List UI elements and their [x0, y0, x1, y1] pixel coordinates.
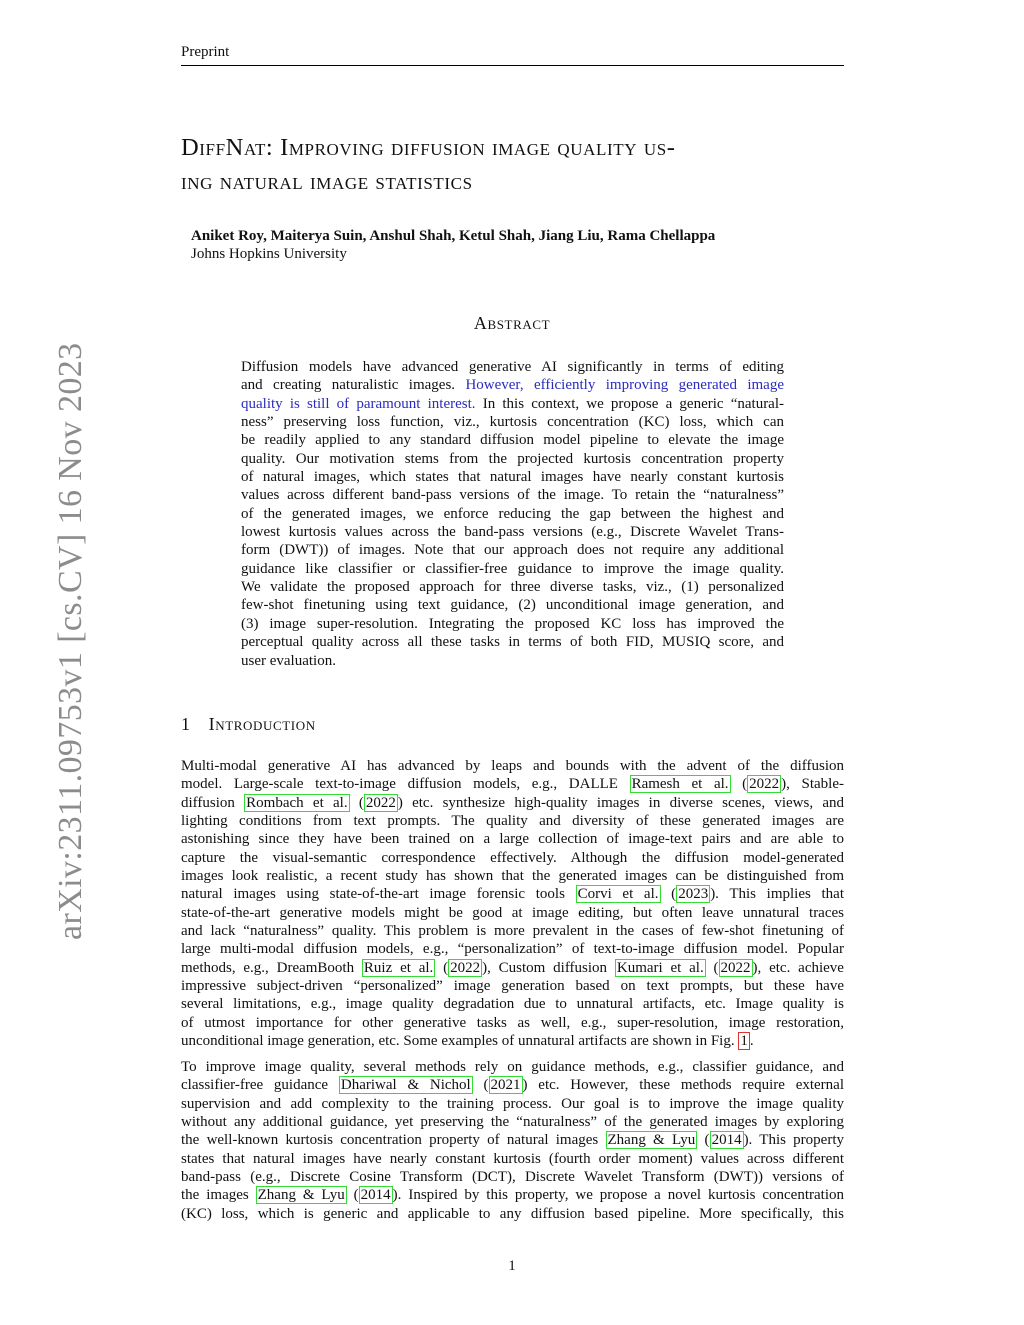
- intro-paragraph-1: [181, 757, 844, 1051]
- paragraph-line: without any additional guidance, yet preserving the “naturalness” of the generated images by exploring: [181, 1114, 844, 1131]
- paragraph-line: impressive subject-driven “personalized” image generation based on text prompts, but these have: [181, 978, 844, 995]
- paragraph-line: of utmost importance for other generative tasks as well, e.g., super-resolution, image restoration,: [181, 1014, 844, 1031]
- paragraph-line: large multi-modal diffusion models, e.g., “personalization” of text-to-image diffusion model. Popular: [181, 941, 844, 958]
- abstract-highlight: quality is still of paramount interest.: [241, 395, 476, 412]
- paragraph-line: and lack “naturalness” quality. This problem is more prevalent in the cases of few-shot finetuning of: [181, 923, 844, 940]
- title-line-2: ing natural image statistics: [181, 168, 473, 195]
- abstract-line: values across different band-pass versions of the image. To retain the “naturalness”: [241, 487, 784, 504]
- paragraph-line: lighting conditions from text prompts. The quality and diversity of these generated images are: [181, 813, 844, 830]
- paragraph-line: states that natural images have nearly constant kurtosis (fourth order moment) values across different: [181, 1150, 844, 1167]
- citation-year-link[interactable]: 2023: [678, 886, 709, 903]
- citation-year-link[interactable]: 2022: [450, 959, 481, 976]
- abstract-line: of natural images, which states that natural images have nearly constant kurtosis: [241, 469, 784, 486]
- paragraph-line: images look realistic, a recent study has shown that the generated images can be distinguished from: [181, 868, 844, 885]
- paragraph-line: model. Large-scale text-to-image diffusion models, e.g., DALLE Ramesh et al. ( 2022 ), Stable-: [181, 776, 845, 793]
- abstract-line: and creating naturalistic images. However, efficiently improving generated image: [241, 377, 784, 394]
- citation-year-link[interactable]: 2014: [360, 1187, 391, 1204]
- paragraph-line: methods, e.g., DreamBooth Ruiz et al. ( 2022 ), Custom diffusion Kumari et al. ( 2022 ), etc. achieve: [181, 959, 844, 976]
- citation-year-link[interactable]: 2021: [490, 1077, 521, 1094]
- paragraph-line: astonishing since they have been trained on a large collection of image-text pairs and are able to: [181, 831, 844, 848]
- header-rule: [181, 65, 844, 66]
- abstract-line: lowest kurtosis values across the band-pass versions (e.g., Discrete Wavelet Trans-: [241, 524, 784, 541]
- abstract-line: perceptual quality across all these tasks in terms of both FID, MUSIQ score, and: [241, 634, 784, 651]
- paragraph-line: natural images using state-of-the-art image forensic tools Corvi et al. ( 2023 ). This implies that: [181, 886, 844, 903]
- paragraph-line: the images Zhang & Lyu ( 2014 ). Inspired by this property, we propose a novel kurtosis concentration: [181, 1187, 844, 1204]
- paragraph-line: classifier-free guidance Dhariwal & Nichol ( 2021 ) etc. However, these methods require external: [181, 1077, 844, 1094]
- running-header: Preprint: [181, 44, 230, 60]
- section-title: Introduction: [208, 714, 316, 734]
- citation-link[interactable]: Zhang & Lyu: [607, 1132, 696, 1149]
- citation-year-link[interactable]: 2022: [749, 776, 780, 793]
- paragraph-line: several limitations, e.g., image quality degradation due to unnatural artifacts, etc. Image quality is: [181, 996, 844, 1013]
- citation-link[interactable]: Rombach et al.: [246, 794, 348, 811]
- citation-link[interactable]: Ruiz et al.: [363, 959, 434, 976]
- abstract-line: user evaluation.: [241, 652, 336, 669]
- abstract-line: Diffusion models have advanced generative AI significantly in terms of editing: [241, 359, 784, 375]
- citation-link[interactable]: Zhang & Lyu: [257, 1187, 345, 1204]
- title-line-1: DiffNat: Improving diffusion image quality us-: [181, 134, 676, 161]
- citation-link[interactable]: Kumari et al.: [616, 959, 704, 976]
- citation-year-link[interactable]: 2022: [365, 794, 396, 811]
- paper-title: [181, 131, 861, 199]
- abstract-line: We validate the proposed approach for three diverse tasks, viz., (1) personalized: [241, 579, 784, 596]
- abstract-heading: Abstract: [473, 313, 551, 333]
- paragraph-line: the well-known kurtosis concentration property of natural images Zhang & Lyu ( 2014 ). This property: [181, 1132, 845, 1149]
- abstract-line: few-shot finetuning using text guidance, (2) unconditional image generation, and: [241, 597, 784, 614]
- paragraph-line: (KC) loss, which is generic and applicable to any diffusion based pipeline. More specifically, this: [181, 1205, 844, 1222]
- abstract-line: quality is still of paramount interest. In this context, we propose a generic “natural-: [241, 395, 785, 412]
- abstract-line: be readily applied to any standard diffusion model pipeline to elevate the image: [241, 432, 784, 449]
- citation-link[interactable]: Ramesh et al.: [631, 776, 729, 793]
- citation-year-link[interactable]: 2014: [711, 1132, 742, 1149]
- intro-paragraph-2: [181, 1058, 844, 1223]
- figure-ref-link[interactable]: 1: [740, 1033, 748, 1050]
- paragraph-line: state-of-the-art generative models might be good at image editing, but often leave unnatural traces: [181, 904, 844, 921]
- abstract-line: ness” preserving loss function, viz., kurtosis concentration (KC) loss, which can: [241, 414, 784, 431]
- paragraph-line: supervision and add complexity to the training process. Our goal is to improve the image quality: [181, 1095, 844, 1112]
- page-number: 1: [508, 1258, 516, 1274]
- abstract-line: of the generated images, we enforce reducing the gap between the highest and: [241, 505, 784, 522]
- abstract-line: quality. Our motivation stems from the projected kurtosis concentration property: [241, 450, 784, 467]
- paragraph-line: To improve image quality, several methods rely on guidance methods, e.g., classifier guidance, and: [181, 1059, 844, 1075]
- abstract-line: (3) image super-resolution. Integrating the proposed KC loss has improved the: [241, 615, 784, 632]
- paragraph-line: unconditional image generation, etc. Some examples of unnatural artifacts are shown in Fig. 1 .: [181, 1033, 754, 1050]
- paragraph-line: diffusion Rombach et al. ( 2022 ) etc. synthesize high-quality images in diverse scenes, views, and: [181, 794, 844, 811]
- citation-year-link[interactable]: 2022: [720, 959, 751, 976]
- paragraph-line: Multi-modal generative AI has advanced by leaps and bounds with the advent of the diffusion: [181, 758, 844, 774]
- abstract-body: [241, 358, 784, 670]
- section-number: 1: [181, 714, 191, 734]
- abstract-line: guidance like classifier or classifier-free guidance to improve the image quality.: [241, 560, 784, 577]
- citation-link[interactable]: Corvi et al.: [577, 886, 659, 903]
- abstract-highlight: However, efficiently improving generated image: [465, 377, 784, 394]
- author-list: Aniket Roy, Maiterya Suin, Anshul Shah, Ketul Shah, Jiang Liu, Rama Chellappa: [191, 228, 716, 244]
- affiliation: Johns Hopkins University: [191, 246, 347, 262]
- arxiv-identifier-stamp: arXiv:2311.09753v1 [cs.CV] 16 Nov 2023: [52, 342, 89, 940]
- section-heading-introduction: [181, 714, 316, 735]
- paragraph-line: capture the visual-semantic correspondence effectively. Although the diffusion model-generated: [181, 849, 844, 866]
- abstract-line: form (DWT)) of images. Note that our approach does not require any additional: [241, 542, 784, 559]
- paragraph-line: band-pass (e.g., Discrete Cosine Transform (DCT), Discrete Wavelet Transform (DWT)) versions of: [181, 1169, 844, 1186]
- citation-link[interactable]: Dhariwal & Nichol: [340, 1077, 471, 1094]
